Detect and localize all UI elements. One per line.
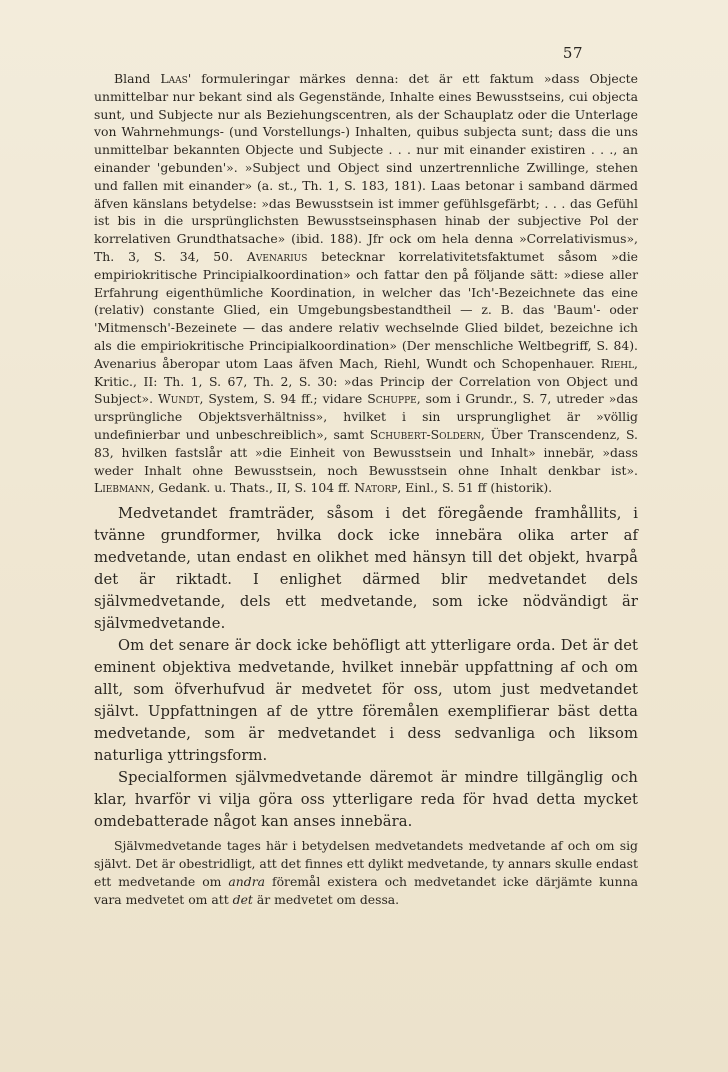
body-paragraph-3: Specialformen självmedvetande däremot är mindre tillgänglig och klar, hvarför vi vilja göra oss ytterligare reda för hvad detta mycket omdebatterade något kan anses innebära.: [94, 769, 638, 831]
emphasis-text: andra: [228, 873, 266, 889]
remark-paragraph: [94, 837, 638, 908]
text-run: föremål existera och medvetandet icke därjämte kunna vara medvetet om att: [94, 873, 638, 907]
page-number: 57: [562, 44, 583, 62]
body-paragraph-2: Om det senare är dock icke behöfligt att ytterligare orda. Det är det eminent objektiva medvetande, hvilket innebär uppfattning af och om allt, som öfverhufvud är medvetet för oss, utom just medvetandet självt. Uppfattningen af de yttre föremålen exemplifierar bäst detta medvetande, som är medvetandet i dess sedvanliga och liksom naturliga yttringsform.: [94, 637, 638, 765]
text-run: , Einl., S. 51 ff (historik).: [397, 480, 553, 496]
footnote-block: [94, 70, 638, 497]
author-name: Avenarius: [246, 248, 308, 264]
author-name: Riehl: [600, 355, 635, 371]
text-run: Självmedvetande tages här i betydelsen medvetandets medvetande af och om sig självt. Det är obestridligt, att det finnes ett dylikt medvetande, ty annars skulle endast ett medvetande om: [94, 838, 638, 889]
emphasis-text: det: [232, 891, 253, 907]
main-text: [94, 503, 638, 833]
text-run: är medvetet om dessa.: [252, 891, 400, 907]
author-name: Wundt: [158, 391, 200, 407]
text-run: , System, S. 94 ff.; vidare: [199, 391, 368, 407]
text-run: , Gedank. u. Thats., II, S. 104 ff.: [150, 480, 355, 496]
author-name: Schuppe: [367, 391, 417, 407]
text-run: Bland: [114, 71, 161, 86]
author-name: Laas: [160, 71, 188, 86]
author-name: Liebmann: [94, 480, 151, 496]
author-name: Schubert-Soldern: [369, 426, 481, 442]
text-run: , som i Grundr., S. 7, utreder »das ursprüngliche Objektsverhältniss», hvilket i sin ursprunglighet är »völlig undefinierbar und unbeschreiblich», samt: [94, 391, 638, 442]
author-name: Natorp: [354, 480, 398, 496]
remark-block: [94, 837, 638, 908]
text-run: , Kritic., II: Th. 1, S. 67, Th. 2, S. 30: »das Princip der Correlation von Object und Subject».: [94, 355, 638, 407]
body-paragraph-1: Medvetandet framträder, såsom i det föregående framhållits, i tvänne grundformer, hvilka dock icke innebära olika arter af medvetande, utan endast en olikhet med hänsyn till det objekt, hvarpå det är riktadt. I enlighet därmed blir medvetandet dels självmedvetande, dels ett medvetande, som icke nödvändigt är självmedvetande.: [94, 505, 638, 633]
note-paragraph: [94, 70, 638, 497]
text-column: [94, 70, 638, 908]
text-run: betecknar korrelativitetsfaktumet såsom »die empiriokritische Principialkoordination» och fattar den på följande sätt: »diese aller Erfahrung eigenthümliche Koordination, in welcher das 'Ich'-Bezeichnete das eine (relativ) constante Glied, ein Umgebungsbestandtheil — z. B. das 'Baum'- oder 'Mitmensch'-Bezeinete — das andere relativ wechselnde Glied bildet, bezeichne ich als die empiriokritische Principialkoordination» (Der menschliche Weltbegriff, S. 84). Avenarius åberopar utom Laas äfven Mach, Riehl, Wundt och Schopenhauer.: [94, 248, 639, 371]
text-run: ' formuleringar märkes denna: det är ett faktum »dass Objecte unmittelbar nur bekant sind als Gegenstände, Inhalte eines Bewusstseins, cui objecta sunt, und Subjecte nur als Beziehungscentren, als der Schauplatz oder die Unterlage von Wahrnehmungs- (und Vorstellungs-) Inhalten, quibus subjecta sunt; dass die uns unmittelbar bekannten Objecte und Subjecte . . . nur mit einander existiren . . ., an einander 'gebunden'». »Subject und Object sind unzertrennliche Zwillinge, stehen und fallen mit einander» (a. st., Th. 1, S. 183, 181). Laas betonar i samband därmed äfven känslans betydelse: »das Bewusstsein ist immer gefühlsgefärbt; . . . das Gefühl ist bis in die ursprünglichsten Bewusstseinsphasen hinab der subjective Pol der korrelativen Grundthatsache» (ibid. 188). Jfr ock om hela denna »Correlativismus», Th. 3, S. 34, 50.: [94, 71, 638, 264]
text-run: , Über Transcendenz, S. 83, hvilken fastslår att »die Einheit von Bewusstsein und Inhalt» innebär, »dass weder Inhalt ohne Bewusstsein, noch Bewusstsein ohne Inhalt denkbar ist».: [94, 426, 638, 478]
